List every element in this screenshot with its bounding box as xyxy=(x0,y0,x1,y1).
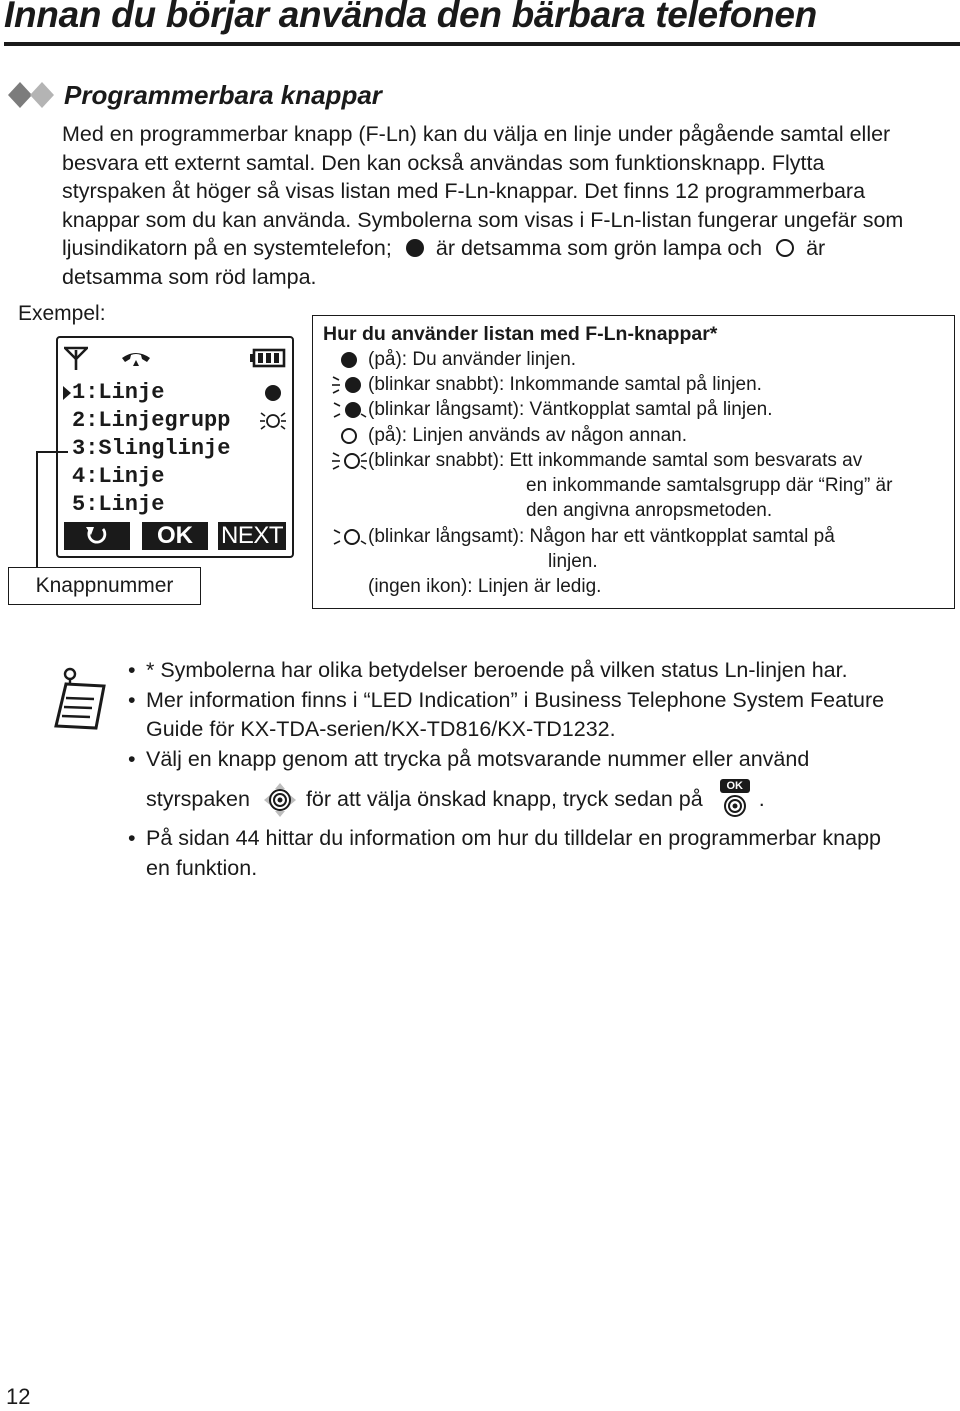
note-text: för att välja önskad knapp, tryck sedan på xyxy=(305,787,703,811)
list-item[interactable] xyxy=(58,378,292,406)
callout-label: Knappnummer xyxy=(8,567,201,605)
note-item xyxy=(128,745,958,817)
legend-title: Hur du använder listan med F-Ln-knappar* xyxy=(323,323,718,345)
f-ln-list xyxy=(58,378,292,518)
list-item[interactable] xyxy=(58,462,292,490)
return-arrow-icon xyxy=(82,525,112,547)
battery-icon xyxy=(250,348,286,368)
title-rule xyxy=(4,42,960,46)
status-bar xyxy=(58,338,292,378)
filled-dot-icon xyxy=(406,239,424,257)
note-text xyxy=(146,782,958,816)
intro-line xyxy=(62,234,958,263)
legend-item-text: (ingen ikon): Linjen är ledig. xyxy=(368,576,602,597)
list-item[interactable] xyxy=(58,434,292,462)
hollow-dot-fast-blink-icon xyxy=(260,410,286,432)
phone-display xyxy=(56,336,294,558)
handset-icon xyxy=(120,350,152,368)
legend-item-text: (blinkar snabbt): Ett inkommande samtal som besvarats av xyxy=(368,450,863,471)
ok-key-button-icon xyxy=(717,795,753,817)
back-softkey[interactable] xyxy=(64,522,130,550)
intro-line: besvara ett externt samtal. Den kan också användas som funktionsknapp. Flytta xyxy=(62,150,825,175)
filled-dot-slow-blink-icon xyxy=(331,399,367,421)
legend-item-text: (blinkar snabbt): Inkommande samtal på linjen. xyxy=(368,374,762,395)
notepad-icon xyxy=(52,666,110,730)
filled-dot-icon xyxy=(260,382,286,404)
note-text: • På sidan 44 hittar du information om hur du tilldelar en programmerbar knapp xyxy=(146,826,881,850)
line-label: 3:Slinglinje xyxy=(72,436,231,461)
hollow-dot-slow-blink-icon xyxy=(331,526,367,548)
ok-softkey[interactable]: OK xyxy=(142,522,208,550)
legend-item-text: en inkommande samtalsgrupp där “Ring” är xyxy=(526,475,893,496)
line-label: 2:Linjegrupp xyxy=(72,408,231,433)
note-text: . xyxy=(758,787,765,811)
hollow-dot-icon xyxy=(776,239,794,257)
intro-line: styrspaken åt höger så visas listan med F-Ln-knappar. Det finns 12 programmerbara xyxy=(62,179,866,203)
example-label: Exempel: xyxy=(18,302,106,325)
intro-line: Med en programmerbar knapp (F-Ln) kan du välja en linje under pågående samtal eller xyxy=(62,122,891,146)
intro-line: detsamma som röd lampa. xyxy=(62,264,317,289)
note-item xyxy=(128,686,958,745)
intro-line: knappar som du kan använda. Symbolerna som visas i F-Ln-listan fungerar ungefär som xyxy=(62,207,904,232)
section-heading xyxy=(6,78,382,112)
line-label: 5:Linje xyxy=(72,492,165,517)
page-number: 12 xyxy=(6,1384,31,1409)
legend-item-text: (på): Linjen används av någon annan. xyxy=(368,425,688,446)
list-item[interactable] xyxy=(58,490,292,518)
legend-item-text: (blinkar långsamt): Någon har ett väntkopplat samtal på xyxy=(368,526,835,547)
ok-key-icon xyxy=(717,779,753,813)
next-softkey[interactable]: NEXT xyxy=(218,522,286,550)
intro-text: är xyxy=(806,236,826,260)
note-text: en funktion. xyxy=(146,855,258,880)
notes-list xyxy=(128,656,958,883)
legend-item-text: linjen. xyxy=(548,551,598,572)
filled-dot-icon xyxy=(331,349,367,371)
legend-item-text: (på): Du använder linjen. xyxy=(368,349,577,370)
note-text: styrspaken xyxy=(146,787,250,811)
navigator-joystick-icon xyxy=(262,783,298,817)
intro-paragraph xyxy=(62,120,958,291)
hollow-dot-fast-blink-icon xyxy=(331,450,367,472)
section-title: Programmerbara knappar xyxy=(64,79,382,110)
softkey-bar xyxy=(64,522,286,552)
cursor-arrow-icon xyxy=(63,386,71,400)
legend-item-text: (blinkar långsamt): Väntkopplat samtal på linjen. xyxy=(368,399,773,420)
list-item[interactable] xyxy=(58,406,292,434)
note-text: • Mer information finns i “LED Indication” i Business Telephone System Feature xyxy=(146,687,885,712)
antenna-icon xyxy=(64,346,88,370)
ok-key-label: OK xyxy=(720,779,750,793)
callout-line xyxy=(36,451,38,568)
note-item xyxy=(128,824,958,883)
legend-box xyxy=(312,315,955,609)
line-label: 1:Linje xyxy=(72,380,165,405)
legend-item-text: den angivna anropsmetoden. xyxy=(526,500,773,521)
filled-dot-fast-blink-icon xyxy=(331,374,367,396)
line-label: 4:Linje xyxy=(72,464,165,489)
note-text: • * Symbolerna har olika betydelser beroende på vilken status Ln-linjen har. xyxy=(146,658,848,682)
intro-text: är detsamma som grön lampa och xyxy=(435,236,763,260)
hollow-dot-icon xyxy=(331,425,367,447)
callout-line xyxy=(36,451,68,453)
intro-text: ljusindikatorn på en systemtelefon; xyxy=(62,236,392,260)
note-text: • Välj en knapp genom att trycka på motsvarande nummer eller använd xyxy=(146,746,810,771)
note-item xyxy=(128,656,958,686)
double-diamond-icon xyxy=(6,80,60,110)
page-title: Innan du börjar använda den bärbara telefonen xyxy=(4,0,817,35)
note-text: Guide för KX-TDA-serien/KX-TD816/KX-TD1232. xyxy=(146,717,616,741)
